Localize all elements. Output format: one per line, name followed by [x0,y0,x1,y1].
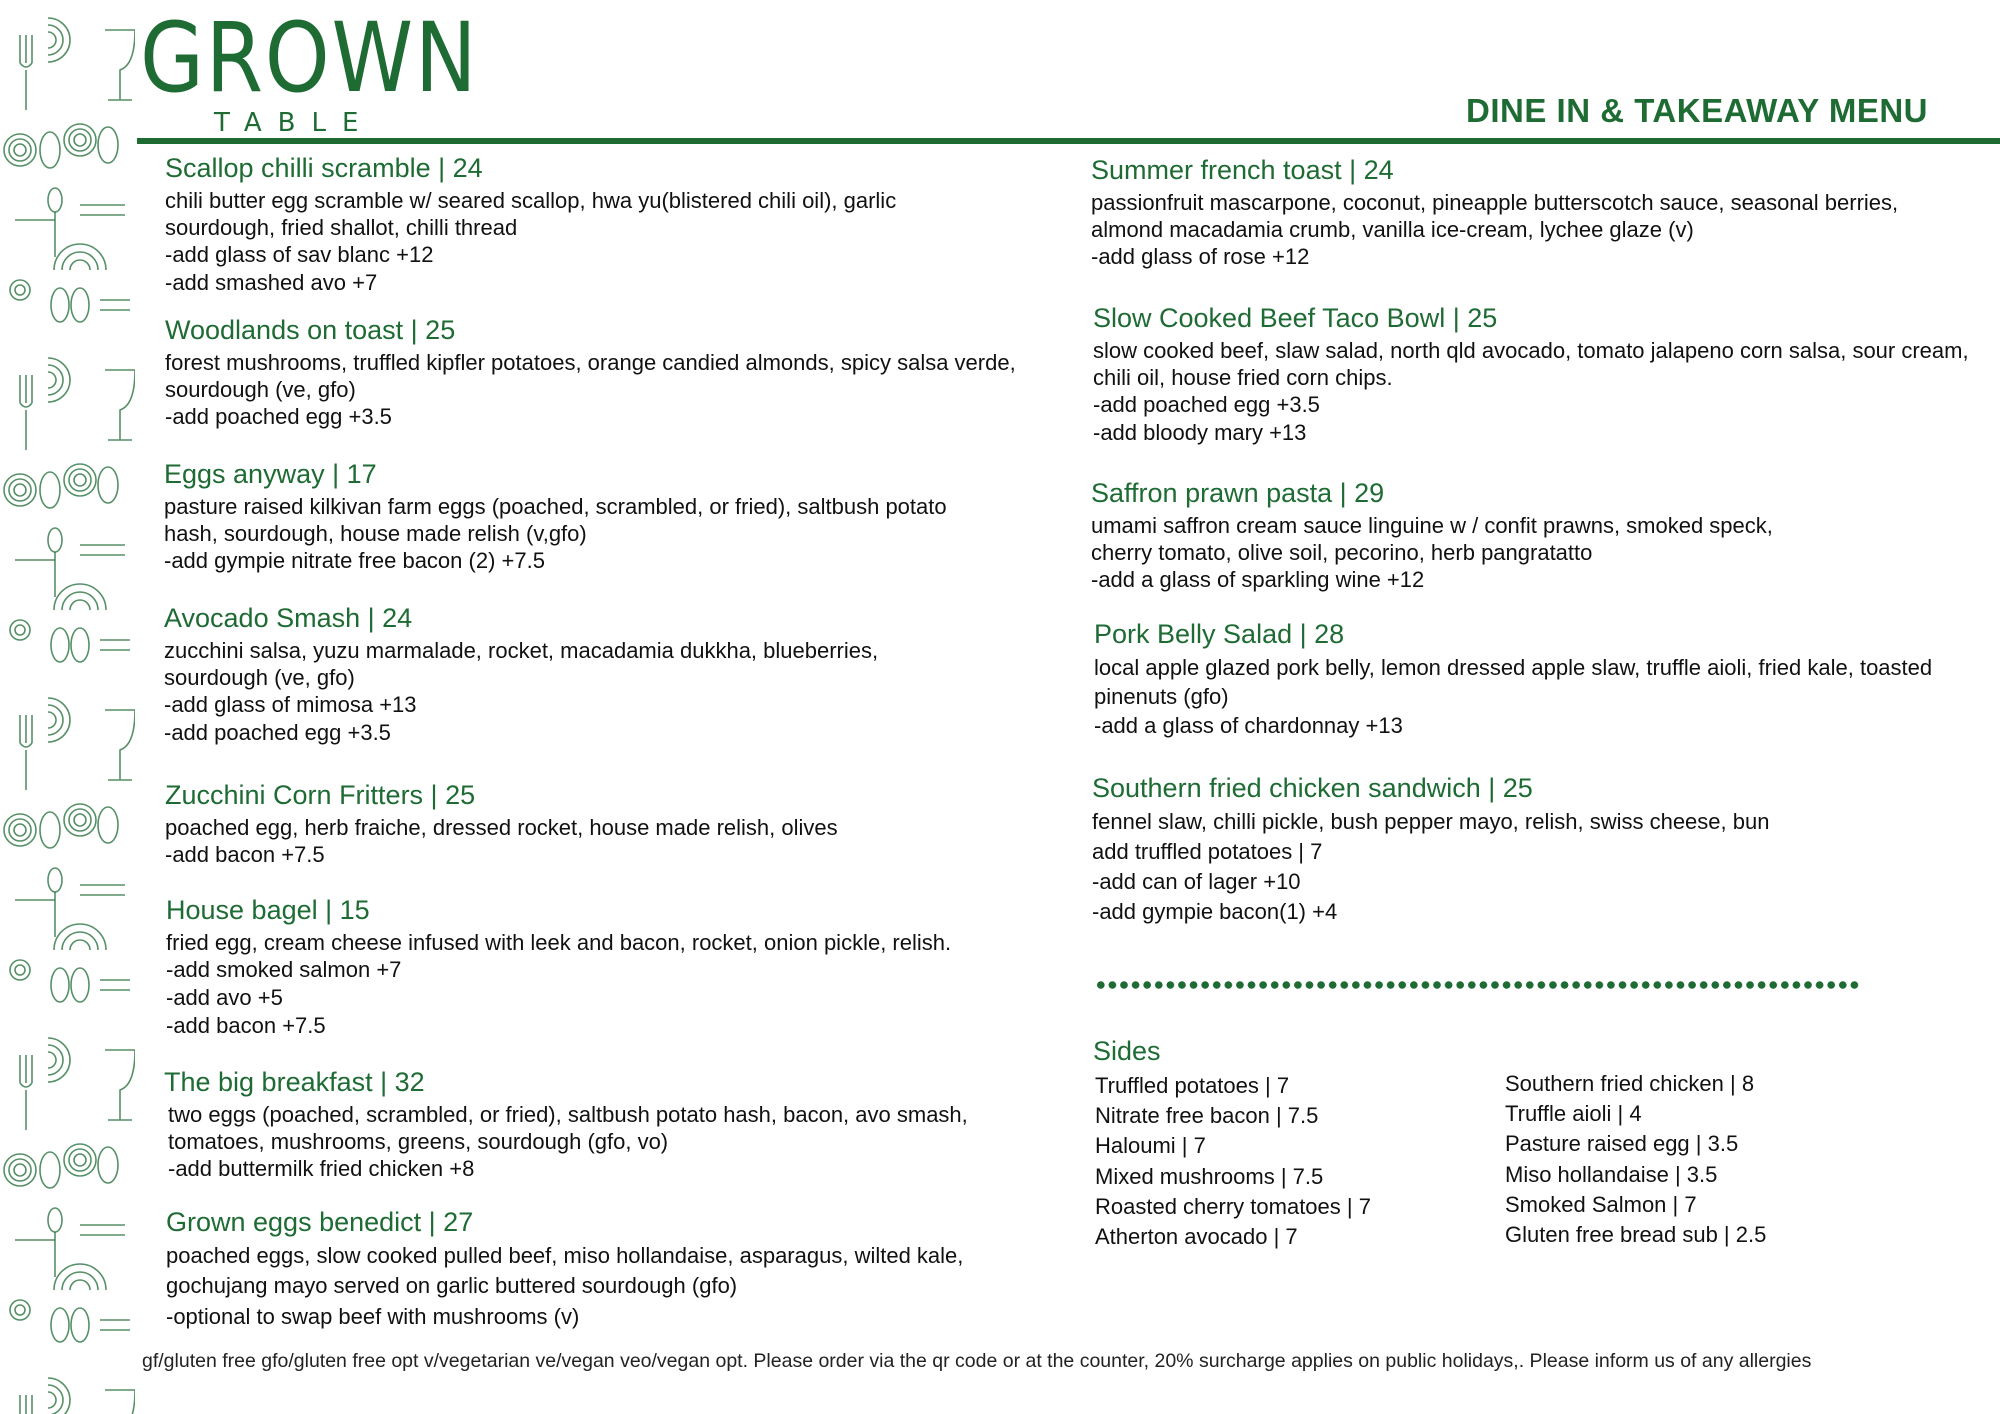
menu-item [166,894,1046,1040]
menu-item [1091,477,1791,594]
menu-item [1092,772,2000,927]
menu-item-addon: -add poached egg +3.5 [1093,392,1320,417]
side-item: Truffle aioli | 4 [1505,1101,1642,1127]
side-item: Smoked Salmon | 7 [1505,1191,1697,1217]
menu-item [164,602,964,747]
menu-item-description: fennel slaw, chilli pickle, bush pepper mayo, relish, swiss cheese, bun [1092,809,1770,834]
side-item: Roasted cherry tomatoes | 7 [1095,1193,1371,1219]
menu-item-addon: -add buttermilk fried chicken +8 [168,1156,475,1181]
menu-item [165,314,1045,431]
menu-item-addon: -add gympie bacon(1) +4 [1092,899,1338,924]
menu-item-description: local apple glazed pork belly, lemon dressed apple slaw, truffle aioli, fried kale, toasted pinenuts (gfo) [1094,655,1933,709]
menu-item-description: forest mushrooms, truffled kipfler potatoes, orange candied almonds, spicy salsa verde, sourdough (ve, gfo) [165,350,1016,402]
sides-column-1 [1095,1071,1371,1252]
menu-item-description: slow cooked beef, slaw salad, north qld avocado, tomato jalapeno corn salsa, sour cream, chili oil, house fried corn chips. [1093,338,1969,390]
menu-item-title: Pork Belly Salad | 28 [1094,619,1345,649]
menu-item-title: Saffron prawn pasta | 29 [1091,478,1385,508]
menu-item-addon: -add poached egg +3.5 [165,404,392,429]
menu-item-addon: -add smoked salmon +7 [166,957,402,982]
menu-item-addon: -add smashed avo +7 [165,270,378,295]
menu-item-description: two eggs (poached, scrambled, or fried), saltbush potato hash, bacon, avo smash, tomatoes, mushrooms, greens, sourdough (gfo, vo) [168,1102,968,1154]
menu-item-addon: -add bloody mary +13 [1093,420,1307,445]
menu-item [1094,618,1974,741]
menu-item-addon: -add a glass of chardonnay +13 [1094,713,1403,738]
menu-item-addon: -add glass of sav blanc +12 [165,242,434,267]
side-item: Mixed mushrooms | 7.5 [1095,1163,1324,1189]
menu-item-addon: -add gympie nitrate free bacon (2) +7.5 [164,548,545,573]
menu-item [164,458,964,575]
menu-item-title: The big breakfast | 32 [164,1067,425,1097]
menu-item [166,1206,1056,1333]
logo-wordmark: GROWN [140,2,479,114]
sides-column-2 [1505,1069,1766,1250]
menu-item-addon: -add avo +5 [166,985,283,1010]
dotted-divider [1095,980,1860,990]
menu-item-title: Scallop chilli scramble | 24 [165,153,483,183]
header-divider [137,138,2000,144]
menu-item [164,1066,988,1183]
menu-item-description: chili butter egg scramble w/ seared scallop, hwa yu(blistered chili oil), garlic sourdough, fried shallot, chilli thread [165,188,897,240]
menu-item-description: poached egg, herb fraiche, dressed rocket, house made relish, olives [165,815,838,840]
menu-item-title: Avocado Smash | 24 [164,603,413,633]
menu-item-title: Southern fried chicken sandwich | 25 [1092,773,1533,803]
menu-item-addon: -add glass of rose +12 [1091,244,1310,269]
menu-item-description: umami saffron cream sauce linguine w / confit prawns, smoked speck, cherry tomato, olive soil, pecorino, herb pangratatto [1091,513,1773,565]
menu-item-addon: -add glass of mimosa +13 [164,692,417,717]
logo-subtitle: TABLE [214,108,375,138]
menu-item-title: Grown eggs benedict | 27 [166,1207,474,1237]
menu-item-title: Eggs anyway | 17 [164,459,377,489]
side-item: Miso hollandaise | 3.5 [1505,1161,1718,1187]
menu-item-description: pasture raised kilkivan farm eggs (poached, scrambled, or fried), saltbush potato hash, sourdough, house made relish (v,gfo) [164,494,947,546]
menu-item-addon: add truffled potatoes | 7 [1092,839,1323,864]
menu-item-title: Summer french toast | 24 [1091,155,1394,185]
menu-item-addon: -optional to swap beef with mushrooms (v) [166,1304,580,1329]
logo [140,2,479,138]
menu-item-title: Slow Cooked Beef Taco Bowl | 25 [1093,303,1498,333]
menu-item-description: zucchini salsa, yuzu marmalade, rocket, macadamia dukkha, blueberries, sourdough (ve, gfo) [164,638,879,690]
menu-item-addon: -add poached egg +3.5 [164,720,391,745]
menu-item [165,779,1045,869]
menu-item-description: poached eggs, slow cooked pulled beef, miso hollandaise, asparagus, wilted kale, gochujang mayo served on garlic buttered sourdough (gfo) [166,1243,964,1298]
menu-item-addon: -add can of lager +10 [1092,869,1301,894]
menu-title: DINE IN & TAKEAWAY MENU [1466,92,1928,129]
sides-title: Sides [1093,1036,1161,1066]
menu-item-title: Woodlands on toast | 25 [165,315,456,345]
side-item: Truffled potatoes | 7 [1095,1073,1290,1098]
side-item: Southern fried chicken | 8 [1505,1071,1755,1096]
menu-item-addon: -add a glass of sparkling wine +12 [1091,567,1425,592]
menu-item-description: passionfruit mascarpone, coconut, pineapple butterscotch sauce, seasonal berries, almond macadamia crumb, vanilla ice-cream, lychee glaze (v) [1091,190,1899,242]
menu-item-title: House bagel | 15 [166,895,370,925]
menu-item [165,152,965,297]
tableware-pattern [0,0,135,1414]
side-item: Atherton avocado | 7 [1095,1224,1298,1250]
tableware-pattern-icon [0,0,135,1414]
menu-item-description: fried egg, cream cheese infused with leek and bacon, rocket, onion pickle, relish. [166,930,952,955]
menu-item-title: Zucchini Corn Fritters | 25 [165,780,476,810]
menu-item [1093,302,1973,447]
side-item: Gluten free bread sub | 2.5 [1505,1222,1767,1248]
menu-item-addon: -add bacon +7.5 [165,842,325,867]
footer-note: gf/gluten free gfo/gluten free opt v/vegetarian ve/vegan veo/vegan opt. Please order via the qr code or at the counter, 20% surcharge applies on public holidays,. Please inform us of any allergies [142,1350,1812,1372]
side-item: Haloumi | 7 [1095,1133,1206,1159]
side-item: Pasture raised egg | 3.5 [1505,1131,1739,1157]
side-item: Nitrate free bacon | 7.5 [1095,1103,1319,1129]
menu-item-addon: -add bacon +7.5 [166,1013,326,1038]
menu-item [1091,154,1971,271]
